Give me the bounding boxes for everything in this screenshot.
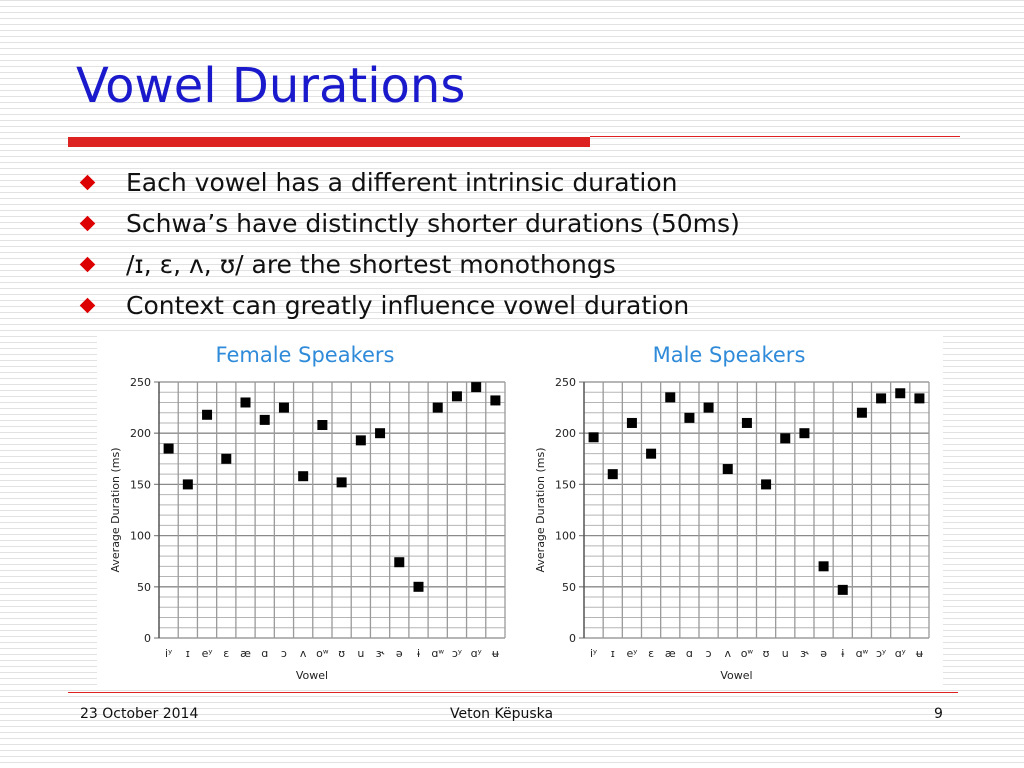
bullet-text: Each vowel has a different intrinsic duration <box>126 168 678 197</box>
chart-1-data-point <box>471 382 481 392</box>
chart-1-x-tick-label: eʸ <box>201 647 213 660</box>
diamond-bullet-icon <box>80 175 96 191</box>
chart-1-data-point <box>221 454 231 464</box>
slide-title: Vowel Durations <box>76 58 466 114</box>
chart-2-x-tick-label: ʌ <box>724 647 732 660</box>
chart-1-x-tick-label: æ <box>240 647 251 660</box>
chart-1-data-point <box>183 479 193 489</box>
footer-page-number: 9 <box>934 706 943 722</box>
chart-2-data-point <box>742 418 752 428</box>
footer-divider <box>68 692 958 693</box>
chart-2-y-tick-label: 150 <box>555 478 576 492</box>
chart-2-data-point <box>780 433 790 443</box>
chart-2-data-point <box>761 479 771 489</box>
vowel-duration-figure <box>97 332 943 690</box>
chart-2-y-tick-label: 200 <box>555 427 576 441</box>
chart-1-data-point <box>490 395 500 405</box>
chart-1-data-point <box>260 415 270 425</box>
chart-1-x-tick-label: ɨ <box>416 647 421 660</box>
chart-2-x-tick-label: ɑʸ <box>894 647 906 660</box>
chart-1-y-tick-label: 150 <box>130 478 151 492</box>
footer-author: Veton Këpuska <box>450 706 554 722</box>
chart-1-x-axis-label: Vowel <box>295 669 329 682</box>
chart-2-data-point <box>723 464 733 474</box>
chart-1-data-point <box>279 403 289 413</box>
chart-2-x-tick-label: æ <box>664 647 676 660</box>
diamond-bullet-icon <box>80 257 96 273</box>
diamond-bullet-icon <box>80 298 96 314</box>
title-underline-thick <box>68 137 590 147</box>
chart-2-x-tick-label: ɑʷ <box>855 647 869 660</box>
chart-2-data-point <box>914 393 924 403</box>
chart-2-x-tick-label: ɪ <box>610 647 615 660</box>
chart-2-x-tick-label: oʷ <box>740 647 754 660</box>
chart-1-title: Female Speakers <box>215 343 395 367</box>
bullet-text: /ɪ, ɛ, ʌ, ʊ/ are the shortest monothongs <box>126 250 616 279</box>
bullet-list <box>80 168 740 332</box>
chart-1-x-tick-label: ɝ <box>375 647 385 660</box>
chart-2-x-tick-label: ə <box>820 647 827 660</box>
chart-2-data-point <box>627 418 637 428</box>
chart-2-x-tick-label: ɨ <box>841 647 845 660</box>
chart-2-data-point <box>895 388 905 398</box>
chart-2-data-point <box>589 432 599 442</box>
bullet-item <box>80 250 740 291</box>
chart-1-data-point <box>337 477 347 487</box>
chart-1-x-tick-label: ɑ <box>261 647 269 660</box>
chart-1-x-tick-label: oʷ <box>316 647 329 660</box>
chart-2-x-tick-label: ɛ <box>648 647 655 660</box>
chart-1-data-point <box>452 391 462 401</box>
chart-1-y-tick-label: 100 <box>130 529 151 543</box>
chart-2-x-tick-label: ɝ <box>800 647 809 660</box>
chart-2-y-tick-label: 100 <box>555 529 576 543</box>
chart-1-data-point <box>298 471 308 481</box>
chart-1-data-point <box>414 582 424 592</box>
chart-2-data-point <box>819 561 829 571</box>
chart-2-data-point <box>608 469 618 479</box>
bullet-item <box>80 291 740 332</box>
chart-1-y-axis-label: Average Duration (ms) <box>109 447 122 573</box>
chart-2-y-tick-label: 0 <box>569 632 576 645</box>
chart-1-x-tick-label: ʉ <box>491 647 499 660</box>
chart-1-x-tick-label: ɛ <box>223 647 230 660</box>
chart-2-data-point <box>876 393 886 403</box>
chart-1-data-point <box>202 410 212 420</box>
chart-1-data-point <box>375 428 385 438</box>
chart-1-x-tick-label: ɑʸ <box>470 647 482 660</box>
chart-1-x-tick-label: ə <box>395 647 403 660</box>
chart-2-x-tick-label: u <box>781 647 789 660</box>
vowel-duration-charts <box>97 332 943 690</box>
bullet-item <box>80 209 740 250</box>
chart-2-data-point <box>857 408 867 418</box>
chart-2-x-tick-label: ɑ <box>685 647 693 660</box>
bullet-text: Context can greatly influence vowel duration <box>126 291 690 320</box>
chart-1-data-point <box>394 557 404 567</box>
chart-1-y-tick-label: 200 <box>130 427 151 441</box>
chart-2-data-point <box>838 585 848 595</box>
chart-1-data-point <box>356 435 366 445</box>
chart-1-x-tick-label: ɪ <box>185 647 190 660</box>
chart-2-x-tick-label: eʸ <box>626 647 638 660</box>
chart-1-x-tick-label: ʊ <box>338 647 346 660</box>
chart-2-x-tick-label: ɔʸ <box>876 647 887 660</box>
chart-2-data-point <box>684 413 694 423</box>
chart-1-x-tick-label: ʌ <box>299 647 307 660</box>
chart-1-data-point <box>241 397 251 407</box>
chart-2-x-tick-label: ʉ <box>915 647 923 660</box>
chart-1-data-point <box>317 420 327 430</box>
chart-1-x-tick-label: ɔ <box>280 647 287 660</box>
chart-1-y-tick-label: 250 <box>130 376 151 389</box>
chart-1-y-tick-label: 50 <box>137 580 151 594</box>
chart-1-data-point <box>164 444 174 454</box>
chart-1-x-tick-label: ɑʷ <box>431 647 445 660</box>
chart-2-x-axis-label: Vowel <box>720 669 753 682</box>
chart-2-y-axis-label: Average Duration (ms) <box>534 447 547 573</box>
chart-1-x-tick-label: u <box>357 647 365 660</box>
chart-1-x-tick-label: ɔʸ <box>451 647 463 660</box>
chart-2-data-point <box>665 392 675 402</box>
chart-2-x-tick-label: iʸ <box>590 647 598 660</box>
chart-2-data-point <box>646 449 656 459</box>
chart-1-x-tick-label: iʸ <box>165 647 173 660</box>
title-underline-thin <box>590 136 960 137</box>
chart-2-x-tick-label: ʊ <box>762 647 770 660</box>
bullet-text: Schwa’s have distinctly shorter durations (50ms) <box>126 209 740 238</box>
chart-2-x-tick-label: ɔ <box>705 647 712 660</box>
chart-2-y-tick-label: 50 <box>562 580 576 594</box>
diamond-bullet-icon <box>80 216 96 232</box>
footer-date: 23 October 2014 <box>80 706 199 722</box>
chart-1-data-point <box>433 403 443 413</box>
chart-2-title: Male Speakers <box>652 343 806 367</box>
chart-2-y-tick-label: 250 <box>555 376 576 389</box>
bullet-item <box>80 168 740 209</box>
chart-2-data-point <box>704 403 714 413</box>
chart-1-y-tick-label: 0 <box>144 632 151 645</box>
chart-2-data-point <box>799 428 809 438</box>
